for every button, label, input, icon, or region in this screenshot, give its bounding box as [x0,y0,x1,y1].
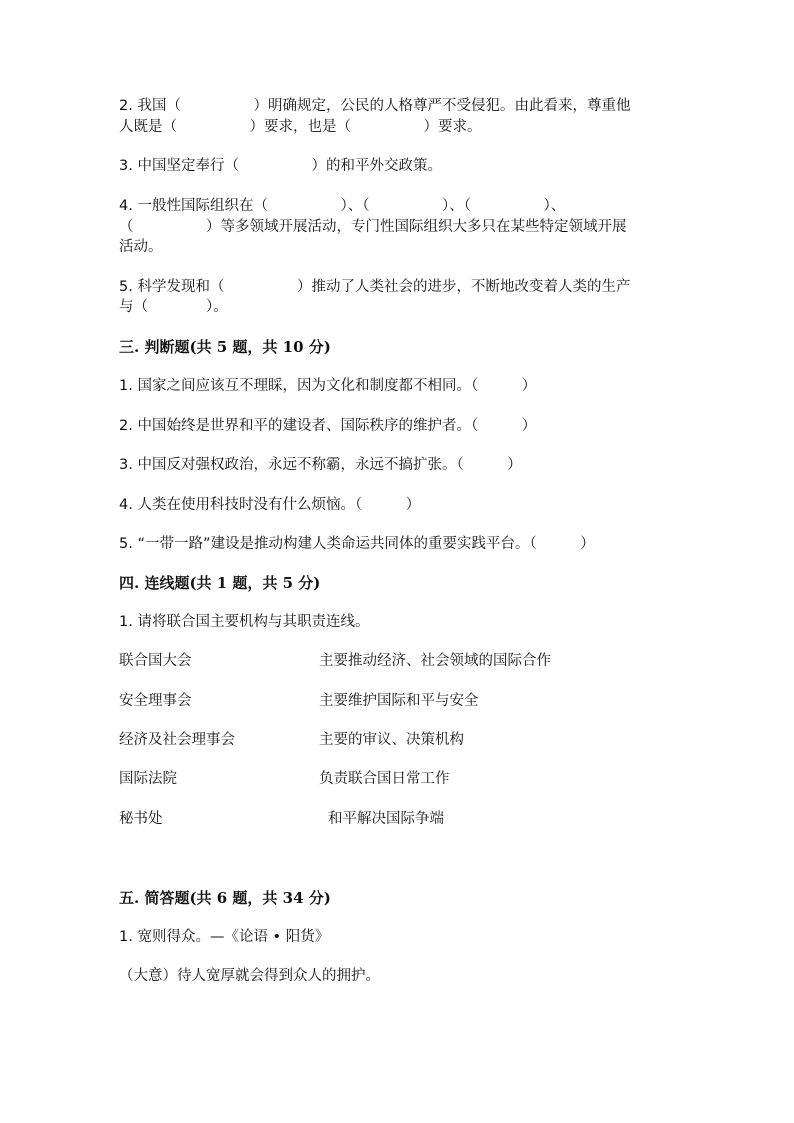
q4-line3: 活动。 [119,239,163,255]
matching-heading: 四. 连线题(共 1 题，共 5 分) [119,574,321,592]
judgment-item-4: 4. 人类在使用科技时没有什么烦恼。（ ） [119,497,421,513]
short-answer-q1: 1. 宽则得众。—《论语 • 阳货》 [119,929,330,945]
matching-right-3: 主要的审议、决策机构 [319,732,464,748]
matching-left-4: 国际法院 [119,771,177,787]
q2-line1: 2. 我国（ ）明确规定，公民的人格尊严不受侵犯。由此看来，尊重他 [119,98,631,114]
q2-line2: 人既是（ ）要求，也是（ ）要求。 [119,119,482,135]
matching-left-5: 秘书处 [119,811,163,827]
matching-right-1: 主要推动经济、社会领域的国际合作 [319,653,551,669]
matching-right-4: 负责联合国日常工作 [319,771,450,787]
judgment-item-2: 2. 中国始终是世界和平的建设者、国际秩序的维护者。（ ） [119,418,537,434]
q3-text: 3. 中国坚定奉行（ ）的和平外交政策。 [119,158,442,174]
matching-right-5: 和平解决国际争端 [328,811,444,827]
judgment-item-5: 5. “一带一路”建设是推动构建人类命运共同体的重要实践平台。（ ） [119,536,595,552]
judgment-heading: 三. 判断题(共 5 题，共 10 分) [119,338,331,356]
matching-left-2: 安全理事会 [119,693,192,709]
short-answer-heading: 五. 简答题(共 6 题，共 34 分) [119,889,331,907]
q5-line2: 与（ ）。 [119,299,228,315]
q5-line1: 5. 科学发现和（ ）推动了人类社会的进步，不断地改变着人类的生产 [119,279,631,295]
matching-left-3: 经济及社会理事会 [119,732,235,748]
judgment-item-3: 3. 中国反对强权政治，永远不称霸，永远不搞扩张。（ ） [119,457,522,473]
judgment-item-1: 1. 国家之间应该互不理睬，因为文化和制度都不相同。（ ） [119,378,537,394]
matching-left-1: 联合国大会 [119,653,192,669]
q4-line1: 4. 一般性国际组织在（ ）、（ ）、（ ）、 [119,198,566,214]
q4-line2: （ ）等多领域开展活动，专门性国际组织大多只在某些特定领域开展 [119,219,627,235]
matching-right-2: 主要维护国际和平与安全 [319,693,479,709]
short-answer-q1-note: （大意）待人宽厚就会得到众人的拥护。 [119,968,380,984]
matching-instruction: 1. 请将联合国主要机构与其职责连线。 [119,614,370,630]
